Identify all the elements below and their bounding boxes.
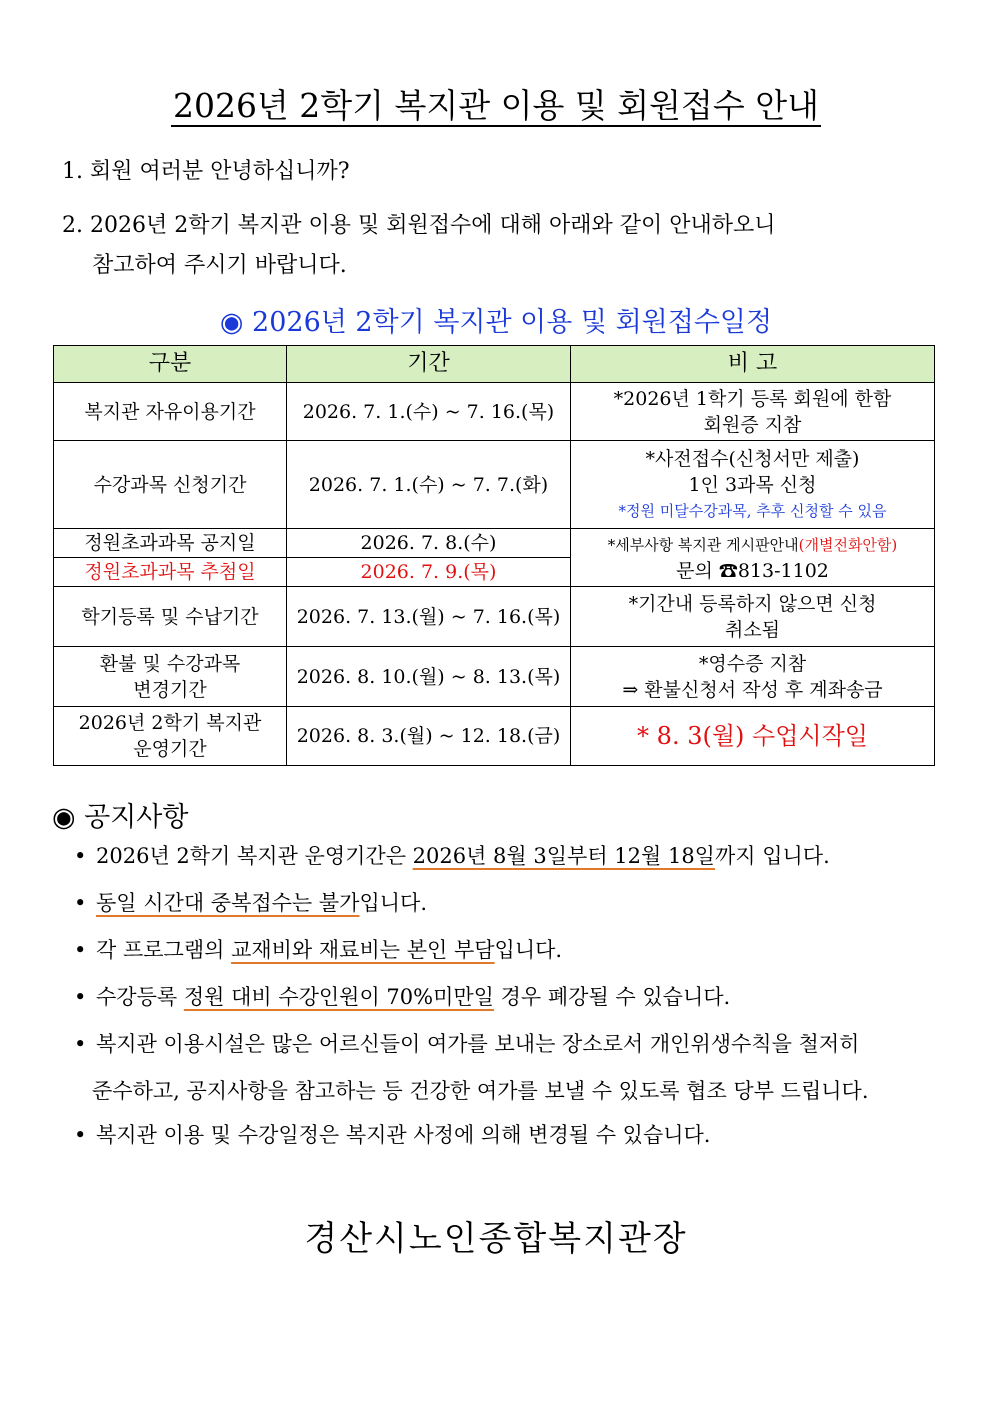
table-row <box>54 441 935 529</box>
notice-text: 복지관 이용 및 수강일정은 복지관 사정에 의해 변경될 수 있습니다. <box>96 1123 711 1147</box>
notice-underlined-text: 동일 시간대 중복접수는 불가 <box>96 891 360 915</box>
bullet-icon: • <box>74 985 87 1009</box>
list-item <box>74 1121 954 1149</box>
list-item <box>74 842 954 870</box>
list-item <box>74 889 954 917</box>
row-category <box>54 647 287 707</box>
page-title <box>0 84 992 128</box>
row-note <box>571 529 935 587</box>
row-period: 2026. 7. 1.(수) ~ 7. 16.(목) <box>287 383 571 441</box>
notice-text: 각 프로그램의 <box>96 938 232 962</box>
notice-list <box>74 842 954 1168</box>
table-row <box>54 647 935 707</box>
row-period: 2026. 7. 9.(목) <box>287 558 571 587</box>
row-category-line: 변경기간 <box>133 678 207 701</box>
footer-signature: 경산시노인종합복지관장 <box>304 1219 688 1259</box>
notice-heading: ◉ 공지사항 <box>52 802 189 833</box>
row-note-line: 회원증 지참 <box>703 413 802 436</box>
row-note-line: ⇒ 환불신청서 작성 후 계좌송금 <box>622 678 883 701</box>
row-category: 복지관 자유이용기간 <box>54 383 287 441</box>
row-note-red-text: (개별전화안함) <box>798 535 898 554</box>
row-period: 2026. 7. 13.(월) ~ 7. 16.(목) <box>287 587 571 647</box>
bullet-icon: • <box>74 1032 87 1056</box>
row-note <box>571 441 935 529</box>
contact-phone: 문의 ☎813-1102 <box>676 559 829 582</box>
row-note-line: *기간내 등록하지 않으면 신청 <box>628 592 877 615</box>
table-row <box>54 529 935 558</box>
row-category-line: 2026년 2학기 복지관 <box>78 712 262 734</box>
header-note: 비 고 <box>571 346 935 383</box>
notice-text: 2026년 2학기 복지관 운영기간은 <box>96 844 413 868</box>
row-period: 2026. 8. 10.(월) ~ 8. 13.(목) <box>287 647 571 707</box>
row-category-line: 운영기간 <box>133 738 207 760</box>
intro-line-1: 1. 회원 여러분 안녕하십니까? <box>62 159 350 184</box>
schedule-title: ◉ 2026년 2학기 복지관 이용 및 회원접수일정 <box>219 307 773 338</box>
notice-text: 수강등록 <box>96 985 184 1009</box>
row-note: * 8. 3(월) 수업시작일 <box>571 707 935 766</box>
bullet-icon: • <box>74 1123 87 1147</box>
row-note-line: *2026년 1학기 등록 회원에 한함 <box>613 387 892 410</box>
row-category-line: 환불 및 수강과목 <box>99 652 241 675</box>
bullet-icon: • <box>74 891 87 915</box>
row-note-text: *세부사항 복지관 게시판안내 <box>607 535 799 554</box>
row-note-line: 1인 3과목 신청 <box>688 473 817 496</box>
notice-text-continued: 준수하고, 공지사항을 참고하는 등 건강한 여가를 보낼 수 있도록 협조 당부 드립니다. <box>92 1079 869 1103</box>
row-category: 정원초과과목 추첨일 <box>54 558 287 587</box>
row-note <box>571 383 935 441</box>
header-period: 기간 <box>287 346 571 383</box>
row-note-line: *사전접수(신청서만 제출) <box>645 447 860 470</box>
bullet-icon: • <box>74 938 87 962</box>
row-note-line <box>575 532 930 558</box>
list-item <box>74 936 954 964</box>
row-note <box>571 647 935 707</box>
intro-line-2b: 참고하여 주시기 바랍니다. <box>92 253 347 278</box>
intro-line-2a: 2. 2026년 2학기 복지관 이용 및 회원접수에 대해 아래와 같이 안내하오니 <box>62 213 776 238</box>
page-title-text: 2026년 2학기 복지관 이용 및 회원접수 안내 <box>172 86 820 125</box>
list-item <box>74 983 954 1011</box>
notice-text: 까지 입니다. <box>714 844 830 868</box>
notice-text: 경우 폐강될 수 있습니다. <box>493 985 731 1009</box>
row-category: 수강과목 신청기간 <box>54 441 287 529</box>
row-period: 2026. 8. 3.(월) ~ 12. 18.(금) <box>287 707 571 766</box>
list-item <box>74 1021 954 1115</box>
schedule-table <box>53 345 935 766</box>
notice-text: 입니다. <box>359 891 428 915</box>
row-note-small: *정원 미달수강과목, 추후 신청할 수 있음 <box>618 501 887 520</box>
notice-underlined-text: 교재비와 재료비는 본인 부담 <box>231 938 495 962</box>
row-category <box>54 707 287 766</box>
notice-text: 입니다. <box>494 938 563 962</box>
notice-text: 복지관 이용시설은 많은 어르신들이 여가를 보내는 장소로서 개인위생수칙을 철저히 <box>96 1032 860 1056</box>
row-period: 2026. 7. 1.(수) ~ 7. 7.(화) <box>287 441 571 529</box>
row-period: 2026. 7. 8.(수) <box>287 529 571 558</box>
notice-line <box>74 1021 954 1068</box>
table-row <box>54 587 935 647</box>
row-note-line: *영수증 지참 <box>698 652 807 675</box>
notice-underlined-text: 2026년 8월 3일부터 12월 18일 <box>412 844 715 868</box>
bullet-icon: • <box>74 844 87 868</box>
header-category: 구분 <box>54 346 287 383</box>
row-note <box>571 587 935 647</box>
row-category: 정원초과과목 공지일 <box>54 529 287 558</box>
table-row <box>54 383 935 441</box>
row-category: 학기등록 및 수납기간 <box>54 587 287 647</box>
row-note-line: 취소됨 <box>724 618 781 641</box>
table-header-row <box>54 346 935 383</box>
table-row <box>54 707 935 766</box>
notice-underlined-text: 정원 대비 수강인원이 70%미만일 <box>183 985 494 1009</box>
